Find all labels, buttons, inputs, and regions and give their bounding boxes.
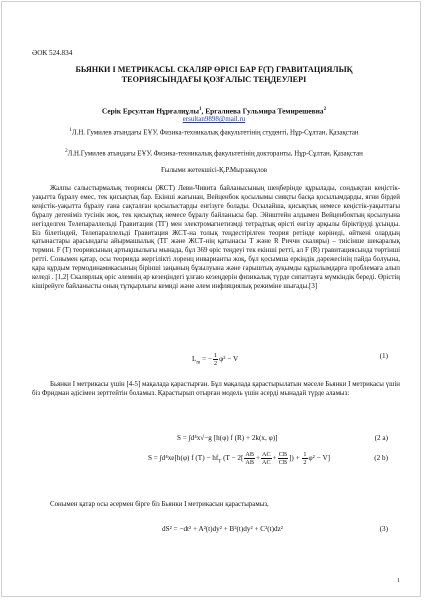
paragraph-metric-text: Сонымен қатар осы әсермен бірге біз Бьянки I метрикасын қарастырамыз, (50, 501, 269, 508)
affiliation-1 (54, 126, 374, 137)
eq1-frac: $\frac{1}{2}$ (213, 352, 218, 367)
affiliation-2 (54, 147, 374, 158)
author-first-sup: 1 (198, 107, 202, 112)
equation-2a-expr: S = ∫d⁴x√−g [h(φ) f (R) + 2k(x, φ)] (177, 434, 278, 442)
paragraph-intro (32, 185, 400, 292)
affiliation-2-sup: 2 (65, 149, 68, 154)
author-second-sup: 2 (323, 107, 327, 112)
page-number: 1 (397, 578, 400, 584)
paragraph-method-text: Бьянки I метрикасы үшін [4-5] мақалада қарастырған. Бұл мақалада қарастырылатын мәселе Бьянки I метрикасы үшін біз Фридман әдісімен зерттейтін боламыз. Қарастырып отырған модель үшін әсерді мынадай түрде аламыз: (32, 381, 400, 397)
affiliation-2-text: Л.Н.Гумилев атындағы ЕҰУ, Физика-техникалық факультетінің докторанты, Нұр-Сұлтан, Қазақстан (67, 150, 363, 158)
author-first: Серік Ерсултан Нұрғалиұлы (101, 106, 199, 116)
affiliation-1-sup: 1 (69, 128, 72, 133)
equation-2a-number: (2 a) (374, 434, 388, 442)
equation-1-number: (1) (379, 352, 388, 360)
document-page (1, 1, 421, 597)
eq1-lhs: L (192, 355, 197, 364)
paragraph-metric (32, 501, 400, 510)
equation-2b-expr: S = ∫d⁴xe[h(φ) f $(T) - hf_T$ (T − 2[ $\frac{AB}{AB}$ + $\frac{AC}{AC}$ + $\frac{CB}{CB}$ ]) + $\frac{1}{2}$ φ² − V] (148, 451, 331, 466)
eq2b-frac-cb: $\frac{CB}{CB}$ (278, 451, 287, 466)
paragraph-method (32, 381, 400, 399)
equation-1-expr: $L_m$ = − $\frac{1}{2}$ φ² − V (192, 352, 239, 367)
equation-2a (32, 434, 400, 448)
eq1-rhs: φ² − V (219, 355, 239, 364)
equation-2b-number: (2 b) (374, 454, 388, 462)
supervisor: Ғылыми жетекшісі-Қ.Р.Мырзакұлов (160, 167, 268, 174)
equation-1 (32, 352, 400, 366)
eq2b-mid: (T − 2[ (221, 454, 244, 463)
equation-3 (32, 525, 400, 539)
equation-3-expr: dS² = −dt² + A²(t)dy² + B²(t)dy² + C²(t)dz² (162, 525, 283, 533)
author-second: Ергалиева Гульмира Темирешевна (205, 106, 324, 116)
eq2b-frac-ac: $\frac{AC}{AC}$ (262, 451, 271, 466)
author-line: Серік Ерсултан Нұрғалиұлы$^1$, Ергалиева Гульмира Темирешевна$^2$ (101, 106, 327, 116)
eq2b-frac-ab: $\frac{AB}{AB}$ (245, 451, 254, 466)
eq2b-tail: ]) + (288, 454, 302, 463)
eq2b-frac-half: $\frac{1}{2}$ (303, 451, 307, 466)
paper-title: БЬЯНКИ І МЕТРИКАСЫ. СКАЛЯР ӨРІСІ БАР F(T) ГРАВИТАЦИЯЛЫҚ ТЕОРИЯСЫНДАҒЫ ҚОЗҒАЛЫС ТЕҢДЕУЛЕРІ (75, 65, 353, 84)
paragraph-intro-text: Жалпы салыстырмалық теориясы (ЖСТ) Леви-Чивита байланысының шеңберінде құрылады, сондықтан кеңістік-уақытта бұралу емес, тек қисықтық бар. Екінші жағынан, Вейценбок қосылымы сияқты басқа қосылымдарды, яғни бірдей кеңістік-уақытта бұралу ғана сақталған қосылыстарды енгізуге болады. Осылайша, қисықтық немесе кеңістік-уақыттағы бұралу дегеніміз тусінік жоқ, тек қисықтық немесе бұралу байланысы бар. Эйнштейн алдымен Вейценбоктың қосылуына негізделген Телепараллельді Гравитация (ТГ) мен электромагнетизмді тетрадтық өрісті енгізу арқылы біріктіруді ұсынды. Біз білетіндей, Телепараллельді Гравитация ЖСТ-на толық теңдестірілген теория ретінде көрінеді, өйткені олардың қатынастары арасындағы айырмашылық (ТГ және ЖСТ-нің қатынасы Т және R Риччи скаляры) – тиісінше шекаралық термин. F (T) теориясының артықшылығы мынада, бұл 369 өріс теңдеуі тек екінші ретті, ал F (R) гравитациясында төртінші ретті. Сонымен қатар, осы теорияда жергілікті лоренц инварианты жоқ, бұл қосымша еркіндік дәрежесінің пайда болуына, қара құрдым термодинамикасының бірінші заңының бұзылуына және ғарыштық ауқымды құрылымдарға проблемаға алып келеді . [1,2] Скалярлық өріс әлемнің әр кезеңіндегі ұлғаю кезеңдерін физикалық түрде сипаттауға мүмкіндік береді. Өрістің кішірейуге байланысты оның тұтқырлығы кемиді және әлем инфляциялық режиміне шығады.[3] (32, 185, 400, 290)
eq2b-end: φ² − V] (308, 454, 331, 463)
affiliation-1-text: Л.Н. Гумилев атындағы ЕҰУ, Физика-техникалық факультетінің студенті, Нұр-Сұлтан, Қазақстан (71, 129, 359, 137)
equation-3-number: (3) (379, 525, 388, 533)
udc-code: ӘОК 524.834 (32, 49, 73, 57)
equation-2b (32, 451, 400, 468)
eq2b-head: S = ∫d⁴xe[h(φ) f (T) − hf (148, 454, 219, 463)
eq1-sub: m (196, 360, 201, 366)
author-email-link[interactable]: ersultan9898@mail.ru (182, 115, 246, 123)
eq2b-head-sub: T (218, 459, 222, 465)
